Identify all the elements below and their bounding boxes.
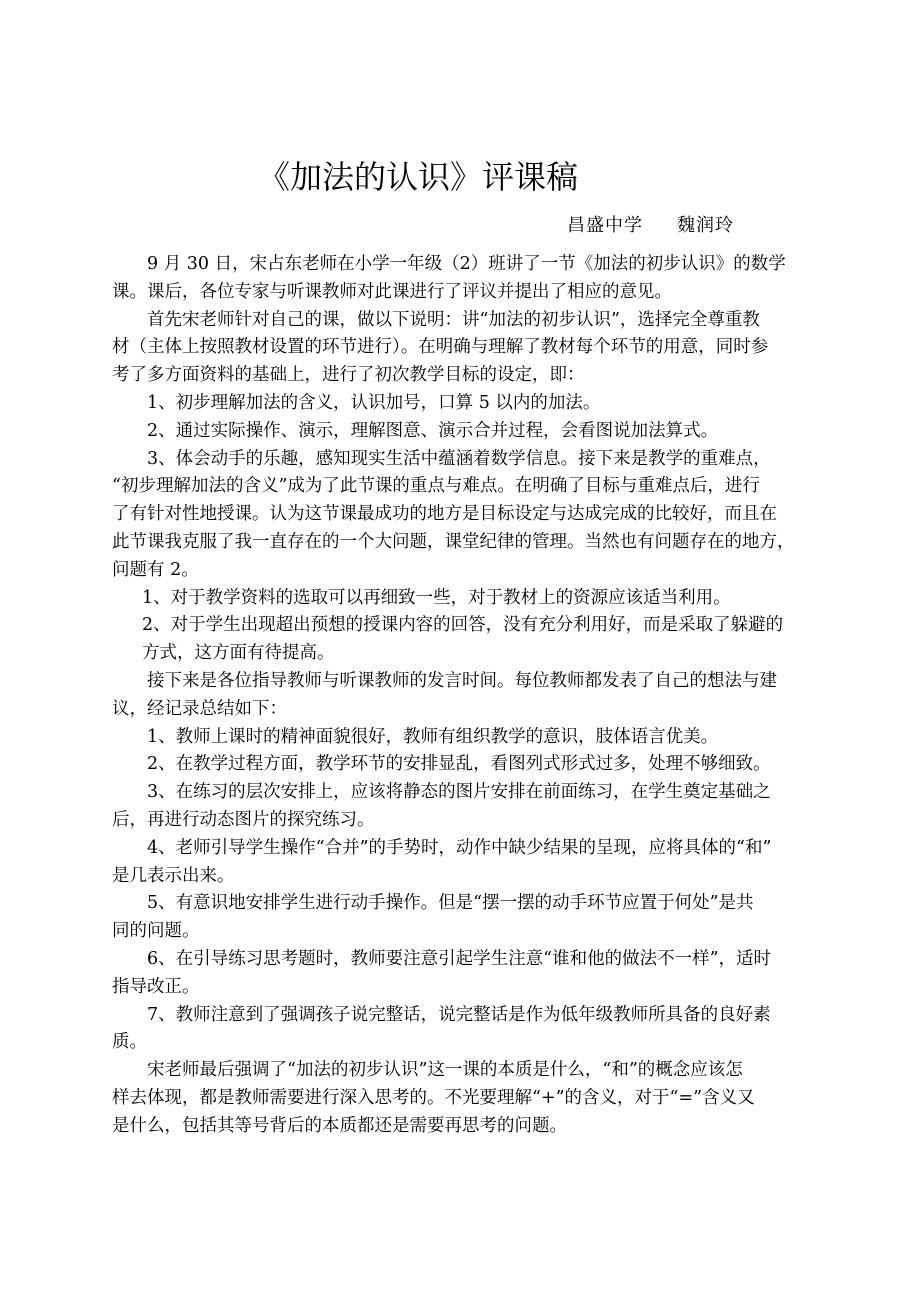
paragraph-line: 是几表示出来。 — [112, 865, 235, 886]
list-item: 1、教师上课时的精神面貌很好，教师有组织教学的意识，肢体语言优美。 — [147, 726, 719, 747]
list-item: 5、有意识地安排学生进行动手操作。但是“摆一摆的动手环节应置于何处”是共 — [147, 893, 754, 914]
paragraph-line: 议，经记录总结如下： — [112, 698, 287, 719]
list-item: 2、在教学过程方面，教学环节的安排显乱，看图列式形式过多，处理不够细致。 — [147, 754, 771, 775]
document-body — [112, 251, 812, 1141]
paragraph-line: 同的问题。 — [112, 921, 200, 942]
paragraph-line: 了有针对性地授课。认为这节课最成功的地方是目标设定与达成完成的比较好，而且在 — [112, 504, 777, 525]
paragraph-line: 质。 — [112, 1032, 147, 1053]
list-item: 1、对于教学资料的选取可以再细致一些，对于教材上的资源应该适当利用。 — [142, 587, 731, 608]
paragraph-line: 首先宋老师针对自己的课，做以下说明：讲“加法的初步认识”，选择完全尊重教 — [147, 309, 760, 330]
list-item: 4、老师引导学生操作“合并”的手势时，动作中缺少结果的呈现，应将具体的“和” — [147, 837, 772, 858]
paragraph-line: 指导改正。 — [112, 976, 200, 997]
paragraph-line: 后，再进行动态图片的探究练习。 — [112, 809, 375, 830]
paragraph-line: 课。课后，各位专家与听课教师对此课进行了评议并提出了相应的意见。 — [112, 281, 672, 302]
document-title: 《加法的认识》评课稿 — [258, 158, 579, 196]
paragraph-line: 问题有 2。 — [112, 559, 199, 580]
list-item: 2、通过实际操作、演示，理解图意、演示合并过程，会看图说加法算式。 — [147, 420, 719, 441]
paragraph-line: 9 月 30 日，宋占东老师在小学一年级（2）班讲了一节《加法的初步认识》的数学 — [147, 254, 786, 274]
list-item: 2、对于学生出现超出预想的授课内容的回答，没有充分利用好，而是采取了躲避的 — [142, 615, 784, 636]
paragraph-line: 材（主体上按照教材设置的环节进行）。在明确与理解了教材每个环节的用意，同时参 — [112, 337, 769, 358]
paragraph-line: 是什么，包括其等号背后的本质都还是需要再思考的问题。 — [112, 1115, 567, 1136]
list-item: 方式，这方面有待提高。 — [142, 643, 335, 664]
list-item: 3、体会动手的乐趣，感知现实生活中蕴涵着数学信息。接下来是教学的重难点， — [147, 448, 771, 469]
paragraph-line: 宋老师最后强调了“加法的初步认识”这一课的本质是什么，“和”的概念应该怎 — [147, 1060, 743, 1081]
author-line — [567, 212, 734, 240]
paragraph-line: 考了多方面资料的基础上，进行了初次教学目标的设定，即： — [112, 365, 585, 386]
list-item: 3、在练习的层次安排上，应该将静态的图片安排在前面练习，在学生奠定基础之 — [147, 782, 771, 803]
list-item: 7、教师注意到了强调孩子说完整话，说完整话是作为低年级教师所具备的良好素 — [147, 1004, 771, 1025]
paragraph-line: 样去体现，都是教师需要进行深入思考的。不光要理解“+”的含义，对于“=”含义又 — [112, 1087, 755, 1108]
author-name: 魏润玲 — [677, 215, 734, 236]
author-school: 昌盛中学 — [567, 215, 643, 236]
paragraph-line: “初步理解加法的含义”成为了此节课的重点与难点。在明确了目标与重难点后，进行 — [112, 476, 760, 497]
list-item: 6、在引导练习思考题时，教师要注意引起学生注意“谁和他的做法不一样”，适时 — [147, 948, 772, 969]
paragraph-line: 此节课我克服了我一直存在的一个大问题，课堂纪律的管理。当然也有问题存在的地方， — [112, 531, 795, 552]
list-item: 1、初步理解加法的含义，认识加号，口算 5 以内的加法。 — [147, 392, 601, 413]
paragraph-line: 接下来是各位指导教师与听课教师的发言时间。每位教师都发表了自己的想法与建 — [147, 670, 777, 691]
